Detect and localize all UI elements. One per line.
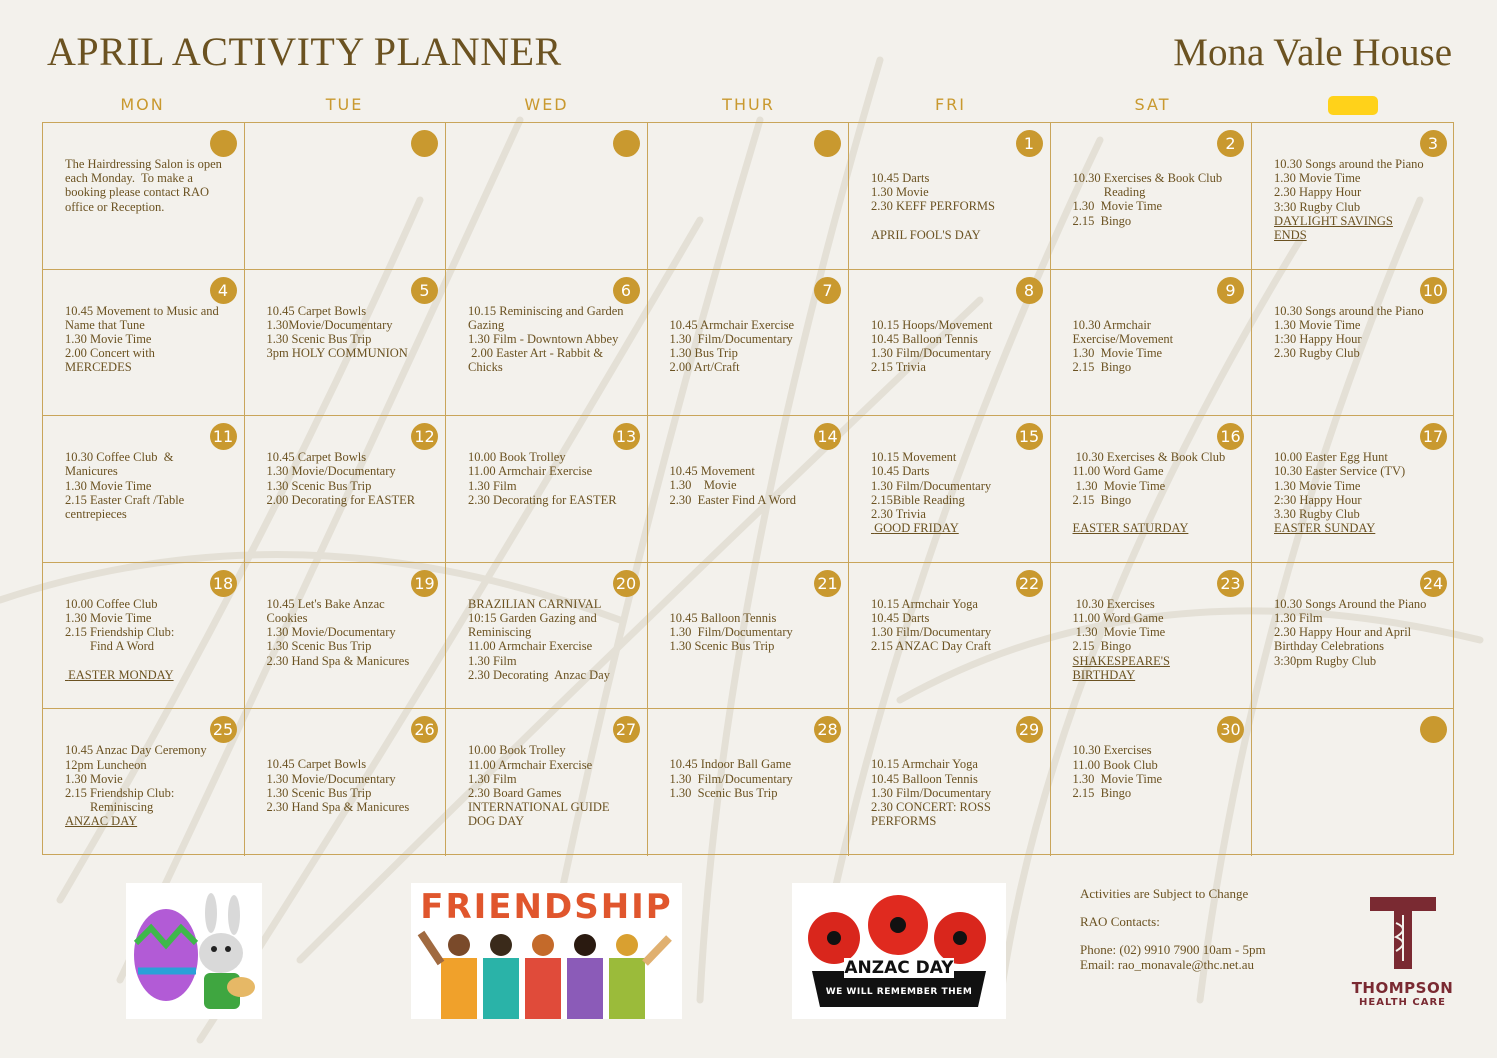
day-number-badge: 13 — [613, 423, 640, 450]
notes-rao: RAO Contacts: — [1080, 914, 1160, 929]
activity-line: 2.30 KEFF PERFORMS — [871, 199, 995, 214]
day-header: SAT — [1134, 95, 1171, 114]
day-number-badge: 22 — [1016, 570, 1043, 597]
page-title: APRIL ACTIVITY PLANNER — [47, 29, 562, 74]
activity-line: 1.30 Scenic Bus Trip — [266, 478, 372, 493]
day-cell — [648, 123, 850, 270]
activity-line — [871, 743, 1042, 757]
activity-line: EASTER MONDAY — [65, 667, 174, 682]
activity-line — [871, 214, 1042, 228]
activity-line: 2.30 Easter Find A Word — [669, 492, 797, 507]
activity-line: 1:30 Happy Hour — [1274, 332, 1362, 346]
activity-line: 10.30 Exercises — [1072, 596, 1155, 611]
day-number-badge: 9 — [1217, 277, 1244, 304]
activity-line: 1.30 Film/Documentary — [669, 771, 793, 786]
day-number-badge: 8 — [1016, 277, 1043, 304]
activity-line: 1.30 Movie Time — [65, 478, 152, 493]
day-number-badge: 3 — [1420, 130, 1447, 157]
activity-line: 11.00 Word Game — [1072, 611, 1164, 625]
easter-bunny-icon — [126, 883, 262, 1019]
activity-line: 1.30 Movie Time — [1072, 199, 1163, 214]
activity-line: Reminiscing — [468, 625, 532, 640]
activity-line: 10.45 Anzac Day Ceremony — [65, 743, 207, 758]
day-activities — [65, 597, 236, 682]
activity-line: 10.45 Darts — [871, 464, 930, 479]
activity-line: 2.15 Friendship Club: — [65, 625, 175, 640]
anzac-day-text: ANZAC DAY — [844, 958, 954, 978]
activity-line: Birthday Celebrations — [1274, 639, 1385, 654]
day-cell — [245, 416, 447, 563]
notes-contact: Phone: (02) 9910 7900 10am - 5pm Email: rao_monavale@thc.net.au — [1080, 942, 1266, 972]
activity-line — [871, 304, 1042, 318]
activity-line: 1.30 Film — [468, 478, 517, 493]
day-number-badge: 1 — [1016, 130, 1043, 157]
thompson-logo — [1340, 895, 1465, 1015]
activity-line: 10.45 Let's Bake Anzac — [266, 596, 385, 611]
activity-line: DAYLIGHT SAVINGS — [1274, 213, 1393, 228]
activity-line: 10.15 Reminiscing and Garden — [468, 303, 624, 318]
day-cell — [1051, 416, 1253, 563]
activity-line: 1.30 Movie — [871, 185, 929, 200]
day-activities — [267, 450, 438, 507]
house-name: Mona Vale House — [1173, 31, 1452, 74]
day-cell — [849, 709, 1051, 856]
friendship-text: FRIENDSHIP — [420, 887, 673, 927]
day-cell — [43, 123, 245, 270]
day-activities — [1274, 597, 1446, 668]
day-number-badge: 12 — [411, 423, 438, 450]
activity-line: each Monday. To make a — [65, 171, 193, 186]
day-cell — [43, 563, 245, 710]
day-activities — [1073, 597, 1244, 682]
activity-line: 10.00 Book Trolley — [468, 743, 566, 758]
activity-line: Manicures — [65, 464, 118, 479]
activity-line: INTERNATIONAL GUIDE — [468, 800, 610, 815]
day-activities — [65, 157, 236, 214]
activity-line: SHAKESPEARE'S — [1072, 653, 1170, 668]
day-activities — [267, 743, 438, 814]
activity-line: 3:30pm Rugby Club — [1274, 653, 1377, 668]
day-number-badge: 27 — [613, 716, 640, 743]
day-cell — [849, 563, 1051, 710]
day-number-badge: 20 — [613, 570, 640, 597]
day-number-badge: 2 — [1217, 130, 1244, 157]
day-cell — [1252, 270, 1454, 417]
day-activities — [871, 597, 1042, 654]
day-cell — [245, 123, 447, 270]
day-cell — [1252, 123, 1454, 270]
day-cell — [446, 270, 648, 417]
day-cell — [1252, 709, 1454, 856]
activity-line: ANZAC DAY — [65, 814, 138, 829]
day-number-badge: 17 — [1420, 423, 1447, 450]
activity-line: 10.30 Songs around the Piano — [1274, 303, 1424, 318]
day-cell — [1051, 123, 1253, 270]
activity-line: 1.30 Movie Time — [1072, 346, 1163, 360]
activity-line: Find A Word — [65, 639, 155, 654]
day-cell — [245, 709, 447, 856]
caduceus-t-icon — [1368, 895, 1438, 971]
activity-line: 2.15 Bingo — [1072, 213, 1132, 228]
day-activities — [670, 304, 841, 375]
day-activities — [65, 743, 236, 828]
anzac-day-image — [792, 883, 1006, 1019]
activity-line: 10.30 Songs around the Piano — [1274, 157, 1424, 171]
day-number-badge: 25 — [210, 716, 237, 743]
activity-line: EASTER SUNDAY — [1274, 521, 1376, 536]
activity-line — [670, 304, 841, 318]
day-cell — [245, 270, 447, 417]
day-number-badge: 4 — [210, 277, 237, 304]
notes-change: Activities are Subject to Change — [1080, 886, 1249, 901]
activity-line: 11.00 Armchair Exercise — [468, 757, 593, 772]
activity-line: BRAZILIAN CARNIVAL — [468, 596, 602, 611]
activity-line: The Hairdressing Salon is open — [65, 157, 222, 171]
activity-line: 2.15 Bingo — [1072, 360, 1132, 375]
activity-line — [65, 654, 236, 668]
logo-subtitle: HEALTH CARE — [1359, 997, 1446, 1008]
day-cell — [1051, 270, 1253, 417]
day-activities — [871, 743, 1042, 828]
day-number-badge: 15 — [1016, 423, 1043, 450]
activity-line: BIRTHDAY — [1072, 667, 1136, 682]
activity-line: 2.30 Happy Hour and April — [1274, 625, 1412, 640]
day-cell — [446, 709, 648, 856]
activity-line: 11.00 Armchair Exercise — [468, 464, 593, 479]
activity-line: 2.15 Bingo — [1072, 786, 1132, 800]
activity-line: 1.30 Movie/Documentary — [266, 464, 396, 479]
activity-line: 1.30 Scenic Bus Trip — [266, 332, 372, 346]
day-cell — [1051, 709, 1253, 856]
day-number-badge: 21 — [814, 570, 841, 597]
logo-name: THOMPSON — [1351, 979, 1454, 997]
day-activities — [468, 450, 639, 507]
activity-line: 2.15 ANZAC Day Craft — [871, 639, 992, 654]
day-number-badge: 11 — [210, 423, 237, 450]
day-activities — [65, 304, 236, 375]
day-cell — [648, 709, 850, 856]
day-header: TUE — [325, 95, 364, 114]
activity-line: APRIL FOOL'S DAY — [871, 227, 981, 242]
activity-line — [1073, 304, 1244, 318]
day-header: THUR — [722, 95, 775, 114]
activity-line: 2.30 Trivia — [871, 507, 926, 521]
day-activities — [1073, 157, 1244, 228]
day-activities — [65, 450, 236, 521]
day-number-badge: 30 — [1217, 716, 1244, 743]
day-number-badge — [1420, 716, 1447, 743]
day-number-badge: 5 — [411, 277, 438, 304]
activity-line: 10.00 Book Trolley — [468, 450, 566, 465]
activity-line: 10.15 Armchair Yoga — [871, 596, 978, 611]
day-header: MON — [120, 95, 165, 114]
activity-line: 1.30 Scenic Bus Trip — [266, 639, 372, 654]
activity-line: 10.30 Songs Around the Piano — [1274, 596, 1427, 611]
activity-line: Chicks — [468, 360, 503, 375]
activity-line: 1.30 Movie — [669, 478, 737, 493]
activity-line: 11.00 Armchair Exercise — [468, 639, 593, 654]
day-number-badge — [613, 130, 640, 157]
activity-line — [1073, 507, 1244, 521]
activity-line: 1.30 Movie Time — [65, 332, 152, 346]
day-cell — [648, 416, 850, 563]
day-activities — [670, 743, 841, 800]
day-cell — [446, 416, 648, 563]
activity-line: 2.15 Bingo — [1072, 492, 1132, 507]
day-number-badge — [210, 130, 237, 157]
activity-line: Reading — [1072, 185, 1146, 200]
activity-line: MERCEDES — [65, 360, 132, 375]
activity-line: 2.15 Easter Craft /Table — [65, 492, 185, 507]
activity-line: 10.45 Carpet Bowls — [266, 303, 367, 318]
day-activities — [1073, 304, 1244, 375]
activity-line: 10.45 Carpet Bowls — [266, 757, 367, 772]
activity-line: 1.30Movie/Documentary — [266, 317, 393, 332]
day-activities — [1274, 304, 1446, 361]
activity-line: 11.00 Book Club — [1072, 757, 1158, 772]
day-activities — [267, 304, 438, 361]
activity-line: 10.45 Carpet Bowls — [266, 450, 367, 465]
day-cell — [648, 563, 850, 710]
activity-line: 10.45 Balloon Tennis — [871, 771, 978, 786]
activity-line: 1.30 Scenic Bus Trip — [669, 639, 775, 654]
day-number-badge: 14 — [814, 423, 841, 450]
activity-line: 10.30 Exercises & Book Club — [1072, 450, 1226, 465]
activity-line: 10.45 Movement — [669, 464, 755, 479]
activity-line: 1.30 Film/Documentary — [669, 625, 793, 639]
activity-line: 10.30 Exercises & Book Club — [1072, 171, 1223, 185]
day-number-badge: 10 — [1420, 277, 1447, 304]
activity-line: 10.15 Movement — [871, 450, 957, 465]
activity-line: 10.45 Armchair Exercise — [669, 317, 795, 332]
activity-line: 2.15 Friendship Club: — [65, 786, 175, 800]
activity-line: PERFORMS — [871, 814, 937, 829]
activity-line: 10.45 Darts — [871, 611, 930, 625]
activity-line: 1.30 Film — [1274, 611, 1323, 625]
activity-line: 10.45 Balloon Tennis — [871, 331, 978, 346]
activity-line: 10.00 Coffee Club — [65, 596, 158, 611]
activity-line: 1.30 Movie/Documentary — [266, 771, 396, 786]
activity-line: 1.30 Film/Documentary — [871, 346, 992, 360]
activity-line: 1.30 Movie Time — [1274, 317, 1361, 332]
activity-line: 1.30 Movie/Documentary — [266, 625, 396, 640]
activity-line: 2.15 Trivia — [871, 360, 926, 375]
day-number-badge: 16 — [1217, 423, 1244, 450]
activity-line: Exercise/Movement — [1072, 331, 1174, 346]
activity-line: 2.30 Decorating for EASTER — [468, 492, 617, 507]
activity-line: 1.30 Film/Documentary — [871, 625, 992, 640]
activity-line: 2.00 Art/Craft — [669, 360, 740, 375]
activity-line: Gazing — [468, 317, 505, 332]
day-cell — [245, 563, 447, 710]
day-cell — [849, 123, 1051, 270]
activity-line: 11.00 Word Game — [1072, 464, 1164, 479]
friends-group-icon — [411, 883, 682, 1019]
day-activities — [1274, 157, 1446, 242]
day-activities — [1073, 743, 1244, 800]
day-cell — [43, 709, 245, 856]
activity-line: 10.45 Darts — [871, 171, 930, 185]
day-number-badge: 19 — [411, 570, 438, 597]
activity-line: 1.30 Film/Documentary — [871, 785, 992, 800]
calendar-grid — [42, 122, 1454, 855]
activity-line: 1.30 Bus Trip — [669, 346, 738, 360]
day-number-badge: 24 — [1420, 570, 1447, 597]
activity-line: 1.30 Scenic Bus Trip — [266, 785, 372, 800]
day-header: FRI — [934, 95, 967, 114]
activity-line: 1.30 Film — [468, 771, 517, 786]
activity-line: 10.45 Balloon Tennis — [669, 610, 777, 625]
activity-line: 1.30 Movie Time — [1072, 478, 1166, 493]
day-cell — [849, 416, 1051, 563]
day-cell — [1051, 563, 1253, 710]
day-number-badge: 28 — [814, 716, 841, 743]
activity-line: 1.30 Film/Documentary — [669, 331, 793, 346]
activity-line: 1.30 Movie Time — [1274, 171, 1361, 186]
day-cell — [1252, 416, 1454, 563]
activity-line — [1073, 157, 1244, 171]
activity-line: 2.30 Board Games — [468, 786, 562, 800]
activity-line: 10.45 Indoor Ball Game — [669, 757, 792, 772]
activity-line — [267, 743, 438, 757]
activity-line: 2.30 Hand Spa & Manicures — [266, 800, 410, 814]
activity-line: DOG DAY — [468, 814, 525, 829]
sunday-highlight-mark — [1328, 96, 1378, 115]
activity-line: office or Reception. — [65, 199, 165, 214]
day-cell — [43, 270, 245, 417]
day-number-badge: 6 — [613, 277, 640, 304]
day-cell — [446, 123, 648, 270]
day-number-badge — [814, 130, 841, 157]
day-number-badge: 29 — [1016, 716, 1043, 743]
activity-line: 1.30 Movie — [65, 771, 123, 786]
activity-line: booking please contact RAO — [65, 185, 210, 200]
activity-line: 2.00 Easter Art - Rabbit & — [468, 346, 604, 361]
activity-line: 2.30 Decorating Anzac Day — [468, 667, 610, 682]
day-cell — [849, 270, 1051, 417]
poppy-icon — [792, 883, 1006, 1019]
day-number-badge: 7 — [814, 277, 841, 304]
day-activities — [1274, 450, 1446, 535]
day-number-badge — [411, 130, 438, 157]
activity-line: 1.30 Film/Documentary — [871, 478, 992, 493]
activity-line — [871, 157, 1042, 171]
day-activities — [871, 450, 1042, 535]
activity-line: 10.00 Easter Egg Hunt — [1274, 450, 1388, 465]
day-cell — [43, 416, 245, 563]
activity-line — [670, 597, 841, 611]
activity-line: 2:30 Happy Hour — [1274, 492, 1362, 507]
activity-line: 2.15Bible Reading — [871, 492, 965, 507]
activity-line: 2.30 Hand Spa & Manicures — [266, 653, 410, 668]
day-number-badge: 23 — [1217, 570, 1244, 597]
activity-line: 12pm Luncheon — [65, 757, 147, 772]
day-activities — [468, 743, 639, 828]
day-number-badge: 18 — [210, 570, 237, 597]
day-activities — [871, 157, 1042, 242]
activity-line: 1.30 Film - Downtown Abbey — [468, 332, 619, 346]
activity-line: 2.15 Bingo — [1072, 639, 1132, 654]
activity-line: 10.45 Movement to Music and — [65, 303, 219, 318]
activity-line: 3.30 Rugby Club — [1274, 507, 1360, 521]
activity-line: 1.30 Movie Time — [1072, 625, 1166, 640]
easter-bunny-image — [126, 883, 262, 1019]
activity-line: centrepieces — [65, 507, 127, 521]
day-activities — [267, 597, 438, 668]
activity-line: 10.30 Armchair — [1072, 317, 1151, 332]
activity-line: 2.30 Rugby Club — [1274, 346, 1360, 361]
activity-line: 1.30 Scenic Bus Trip — [669, 785, 778, 800]
activity-line: 3pm HOLY COMMUNION — [266, 346, 408, 361]
day-activities — [670, 597, 841, 654]
activity-line — [670, 450, 841, 464]
activity-line: 1.30 Movie Time — [1072, 771, 1163, 786]
activity-line: 1.30 Movie Time — [65, 611, 152, 625]
activity-line: Reminiscing — [65, 800, 154, 815]
activity-line: 10.15 Hoops/Movement — [871, 317, 993, 332]
day-activities — [1073, 450, 1244, 535]
activity-line: 3:30 Rugby Club — [1274, 199, 1361, 214]
activity-line — [670, 743, 841, 757]
activity-line: 1.30 Film — [468, 653, 517, 668]
activity-line: EASTER SATURDAY — [1072, 521, 1189, 535]
anzac-subtitle: WE WILL REMEMBER THEM — [825, 987, 973, 997]
day-cell — [648, 270, 850, 417]
activity-line: 2.00 Concert with — [65, 346, 155, 361]
day-cell — [446, 563, 648, 710]
day-header: WED — [524, 95, 569, 114]
friendship-image — [411, 883, 682, 1019]
day-activities — [468, 597, 639, 682]
activity-line: 2.00 Decorating for EASTER — [266, 492, 416, 507]
day-activities — [871, 304, 1042, 375]
activity-line: 2.30 Happy Hour — [1274, 185, 1362, 200]
activity-line: GOOD FRIDAY — [871, 521, 959, 536]
activity-line: Cookies — [266, 611, 308, 625]
activity-line: 10.30 Easter Service (TV) — [1274, 464, 1406, 479]
footer-notes — [1080, 886, 1266, 985]
activity-line: 1.30 Movie Time — [1274, 478, 1361, 493]
day-cell — [1252, 563, 1454, 710]
activity-line: 10.30 Exercises — [1072, 743, 1152, 758]
day-activities — [670, 450, 841, 507]
activity-line: 10.30 Coffee Club & — [65, 450, 174, 465]
activity-line: 2.30 CONCERT: ROSS — [871, 800, 991, 814]
activity-line: 10:15 Garden Gazing and — [468, 611, 597, 625]
activity-line: Name that Tune — [65, 317, 145, 332]
activity-line: 10.15 Armchair Yoga — [871, 757, 978, 772]
activity-line: ENDS — [1274, 228, 1307, 243]
day-number-badge: 26 — [411, 716, 438, 743]
day-activities — [468, 304, 639, 375]
